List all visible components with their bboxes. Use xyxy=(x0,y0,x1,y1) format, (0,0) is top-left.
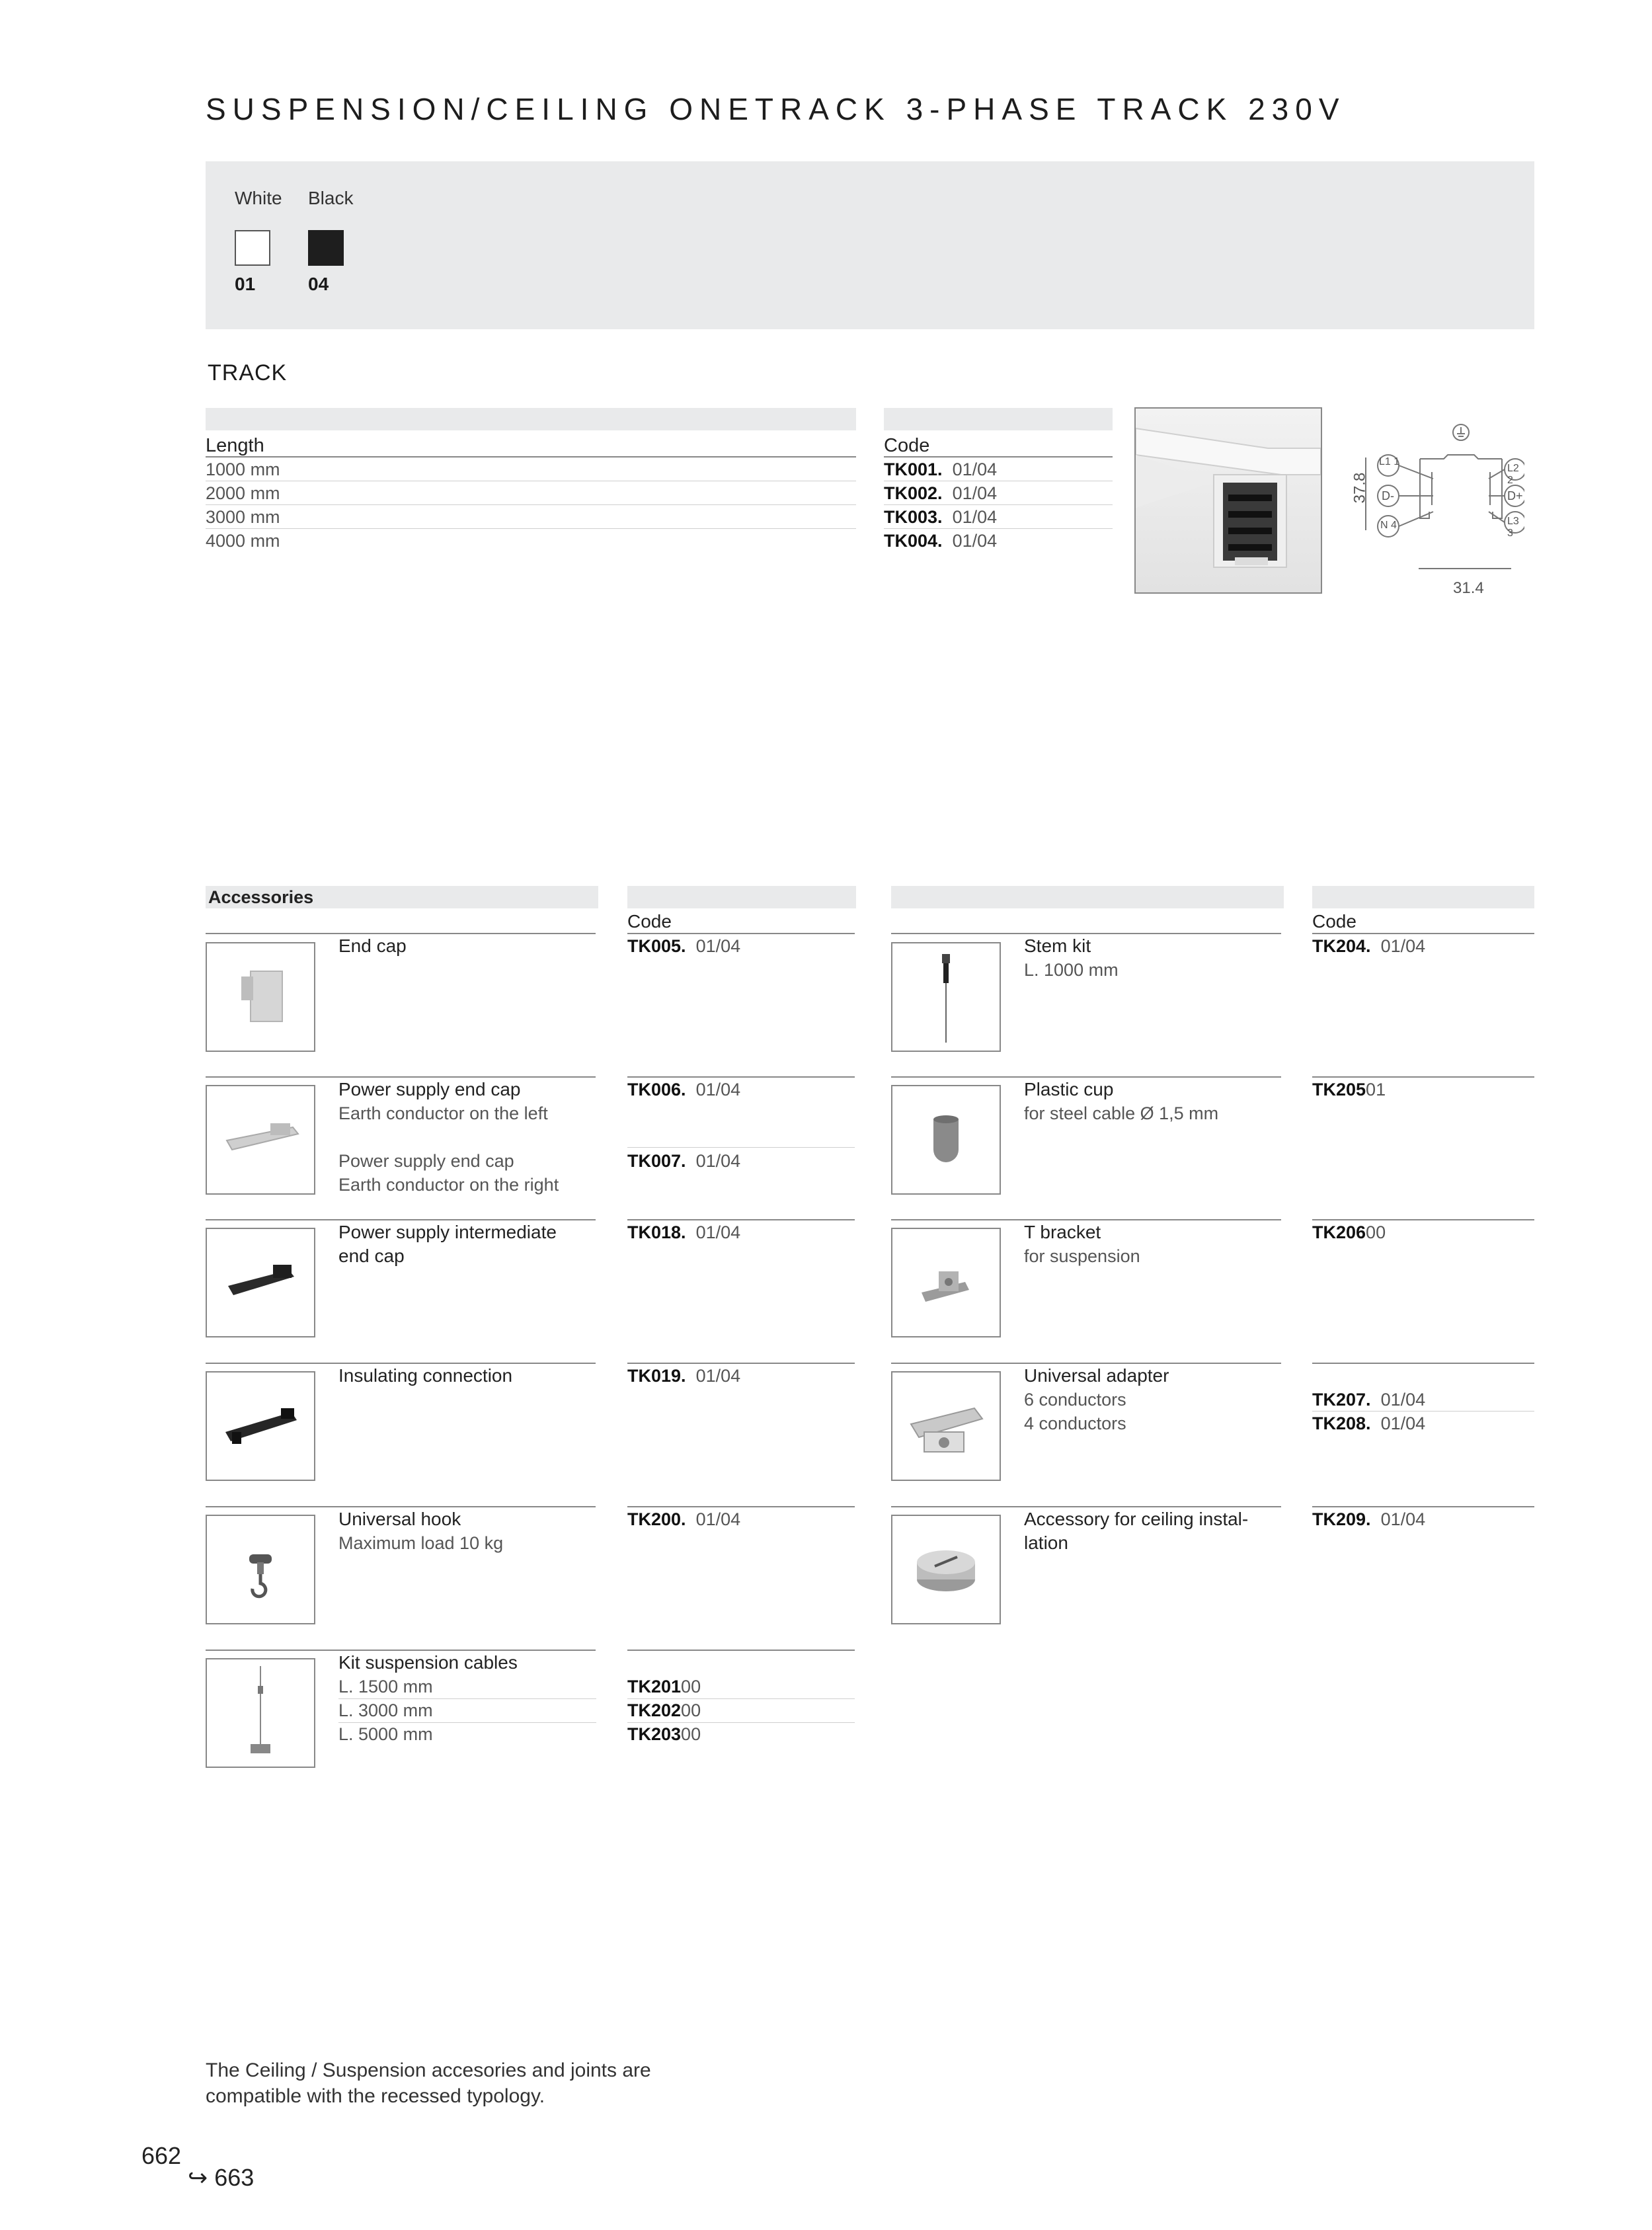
universal-adapter-name: Universal adapter xyxy=(1024,1365,1169,1386)
code-main: TK204. xyxy=(1312,936,1371,956)
insulating-connection-illustration xyxy=(207,1373,314,1480)
universal-adapter-illustration xyxy=(892,1373,1000,1480)
universal-hook-code xyxy=(627,1507,740,1531)
code-main: TK207. xyxy=(1312,1390,1371,1410)
code-row xyxy=(884,458,1113,481)
universal-hook-sub: Maximum load 10 kg xyxy=(338,1533,504,1553)
universal-hook-name: Universal hook xyxy=(338,1509,461,1529)
label-d-minus: D- xyxy=(1382,489,1394,502)
footnote-line: compatible with the recessed typology. xyxy=(206,2085,545,2107)
black-swatch[interactable] xyxy=(308,230,344,266)
plastic-cup-image xyxy=(891,1085,1001,1195)
end-cap-name: End cap xyxy=(338,936,407,956)
stem-kit-code xyxy=(1312,934,1425,958)
track-cross-section-diagram xyxy=(1326,413,1524,604)
insulating-connection-name: Insulating connection xyxy=(338,1365,513,1386)
universal-adapter-code xyxy=(1312,1388,1425,1412)
track-profile-photo xyxy=(1134,407,1322,594)
code-main: TK005. xyxy=(627,936,686,956)
intermediate-end-cap-image xyxy=(206,1228,315,1337)
kit-suspension-cables-name: Kit suspension cables xyxy=(338,1652,518,1673)
code-row xyxy=(884,529,1113,552)
track-code: TK002. xyxy=(884,483,943,503)
track-length-bar xyxy=(206,408,856,430)
length-row: 4000 mm xyxy=(206,531,280,551)
track-code: TK001. xyxy=(884,459,943,479)
white-swatch[interactable] xyxy=(235,230,270,266)
code-suffix: 01/04 xyxy=(695,1080,741,1099)
code-main: TK202 xyxy=(627,1700,682,1720)
color-code-black: 04 xyxy=(308,274,329,294)
intermediate-end-cap-name: Power supply intermediate xyxy=(338,1222,557,1242)
code-suffix: 00 xyxy=(1366,1222,1386,1242)
length-row: 3000 mm xyxy=(206,505,856,529)
track-code-table xyxy=(884,432,1113,552)
t-bracket-illustration xyxy=(892,1229,1000,1336)
track-variant: 01/04 xyxy=(952,459,998,479)
code-main: TK203 xyxy=(627,1724,682,1744)
code-main: TK209. xyxy=(1312,1509,1371,1529)
height-dimension: 37.8 xyxy=(1351,472,1369,504)
label-l2: L2 2 xyxy=(1507,463,1519,486)
end-cap-image xyxy=(206,942,315,1052)
color-code-white: 01 xyxy=(235,274,256,294)
t-bracket-name: T bracket xyxy=(1024,1222,1101,1242)
stem-kit-sub: L. 1000 mm xyxy=(1024,960,1119,980)
intermediate-end-cap-name-line2: end cap xyxy=(338,1246,405,1266)
kit-suspension-cables-illustration xyxy=(207,1659,314,1767)
track-section-title: TRACK xyxy=(208,360,288,385)
power-supply-end-cap-code xyxy=(627,1078,740,1101)
accessories-header: Accessories xyxy=(206,886,598,908)
page-number: 662 xyxy=(141,2142,182,2169)
universal-hook-illustration xyxy=(207,1516,314,1623)
code-suffix: 01/04 xyxy=(695,1366,741,1386)
kit-cable-length: L. 5000 mm xyxy=(338,1724,433,1744)
kit-cable-code xyxy=(627,1675,701,1698)
t-bracket-code xyxy=(1312,1220,1386,1244)
row-separator xyxy=(1312,1363,1534,1364)
insulating-connection-image xyxy=(206,1371,315,1481)
code-suffix: 01/04 xyxy=(1380,1414,1426,1433)
code-suffix: 01/04 xyxy=(1380,936,1426,956)
code-suffix: 01 xyxy=(1366,1080,1386,1099)
track-code-bar xyxy=(884,408,1113,430)
stem-kit-image xyxy=(891,942,1001,1052)
power-supply-end-cap-sub: Earth conductor on the left xyxy=(338,1103,548,1123)
code-suffix: 01/04 xyxy=(1380,1390,1426,1410)
accessories-code-bar-right xyxy=(1312,886,1534,908)
code-main: TK201 xyxy=(627,1677,682,1696)
track-variant: 01/04 xyxy=(952,531,998,551)
power-supply-end-cap-name: Power supply end cap xyxy=(338,1079,521,1099)
stem-kit-illustration xyxy=(892,943,1000,1051)
plastic-cup-sub: for steel cable Ø 1,5 mm xyxy=(1024,1103,1219,1123)
footnote-line: The Ceiling / Suspension accesories and joints are xyxy=(206,2059,651,2081)
label-l3: L3 3 xyxy=(1507,516,1519,539)
code-suffix: 01/04 xyxy=(1380,1509,1426,1529)
code-row xyxy=(884,505,1113,529)
width-dimension: 31.4 xyxy=(1453,579,1484,597)
track-code: TK004. xyxy=(884,531,943,551)
code-suffix: 00 xyxy=(681,1677,701,1696)
track-code: TK003. xyxy=(884,507,943,527)
code-suffix: 01/04 xyxy=(695,1222,741,1242)
code-suffix: 01/04 xyxy=(695,1509,741,1529)
code-main: TK200. xyxy=(627,1509,686,1529)
label-n: N 4 xyxy=(1380,520,1397,531)
accessories-code-header-right: Code xyxy=(1312,911,1357,932)
row-separator xyxy=(627,1650,855,1651)
next-page-number: 663 xyxy=(214,2164,255,2191)
universal-hook-image xyxy=(206,1515,315,1624)
code-suffix: 00 xyxy=(681,1724,701,1744)
return-arrow-icon: ↪ xyxy=(188,2164,208,2191)
intermediate-end-cap-illustration xyxy=(207,1229,314,1336)
code-header: Code xyxy=(884,432,1113,458)
track-profile-illustration xyxy=(1136,409,1321,592)
track-length-table xyxy=(206,432,856,552)
color-label-black: Black xyxy=(308,188,354,208)
accessories-bar-right xyxy=(891,886,1284,908)
universal-adapter-variant: 4 conductors xyxy=(1024,1414,1126,1433)
code-main: TK206 xyxy=(1312,1222,1366,1242)
sub-row-separator xyxy=(627,1147,855,1148)
power-supply-end-cap-image xyxy=(206,1085,315,1195)
kit-cable-code xyxy=(627,1698,701,1722)
code-main: TK019. xyxy=(627,1366,686,1386)
insulating-connection-code xyxy=(627,1364,740,1388)
ceiling-accessory-name-line2: lation xyxy=(1024,1533,1068,1553)
t-bracket-image xyxy=(891,1228,1001,1337)
length-row: 1000 mm xyxy=(206,458,856,481)
power-supply-end-cap-right-sub: Earth conductor on the right xyxy=(338,1175,559,1195)
kit-cable-length: L. 1500 mm xyxy=(338,1677,433,1696)
t-bracket-sub: for suspension xyxy=(1024,1246,1140,1266)
ceiling-accessory-image xyxy=(891,1515,1001,1624)
label-l1: L1 1 xyxy=(1379,456,1400,467)
compatibility-footnote xyxy=(206,2057,651,2109)
color-options-panel xyxy=(206,161,1534,329)
code-main: TK208. xyxy=(1312,1414,1371,1433)
end-cap-code xyxy=(627,934,740,958)
accessories-code-bar-left xyxy=(627,886,856,908)
track-variant: 01/04 xyxy=(952,507,998,527)
kit-suspension-cables-image xyxy=(206,1658,315,1768)
track-variant: 01/04 xyxy=(952,483,998,503)
plastic-cup-name: Plastic cup xyxy=(1024,1079,1114,1099)
page-title: SUSPENSION/CEILING ONETRACK 3-PHASE TRACK 230V xyxy=(206,92,1346,126)
code-suffix: 00 xyxy=(681,1700,701,1720)
next-page-link[interactable] xyxy=(188,2164,254,2192)
power-supply-end-cap-illustration xyxy=(207,1086,314,1193)
code-main: TK007. xyxy=(627,1151,686,1171)
ceiling-accessory-illustration xyxy=(892,1516,1000,1623)
kit-cable-length: L. 3000 mm xyxy=(338,1700,433,1720)
code-suffix: 01/04 xyxy=(695,1151,741,1171)
power-supply-end-cap-right-name: Power supply end cap xyxy=(338,1151,514,1171)
label-d-plus: D+ xyxy=(1507,489,1523,502)
stem-kit-name: Stem kit xyxy=(1024,936,1091,956)
end-cap-illustration xyxy=(207,943,314,1051)
length-header: Length xyxy=(206,432,856,458)
accessories-code-header-left: Code xyxy=(627,911,672,932)
code-main: TK018. xyxy=(627,1222,686,1242)
cross-section-drawing xyxy=(1326,413,1524,604)
intermediate-end-cap-code xyxy=(627,1220,740,1244)
power-supply-end-cap-right-code xyxy=(627,1149,740,1173)
plastic-cup-code xyxy=(1312,1078,1386,1101)
universal-adapter-code xyxy=(1312,1412,1425,1435)
ceiling-accessory-name: Accessory for ceiling instal- xyxy=(1024,1509,1249,1529)
code-suffix: 01/04 xyxy=(695,936,741,956)
universal-adapter-image xyxy=(891,1371,1001,1481)
ceiling-accessory-code xyxy=(1312,1507,1425,1531)
plastic-cup-illustration xyxy=(892,1086,1000,1193)
length-row: 2000 mm xyxy=(206,481,856,505)
code-main: TK006. xyxy=(627,1080,686,1099)
code-row xyxy=(884,481,1113,505)
color-label-white: White xyxy=(235,188,282,208)
code-main: TK205 xyxy=(1312,1080,1366,1099)
universal-adapter-variant: 6 conductors xyxy=(1024,1390,1126,1410)
kit-cable-code xyxy=(627,1722,701,1746)
